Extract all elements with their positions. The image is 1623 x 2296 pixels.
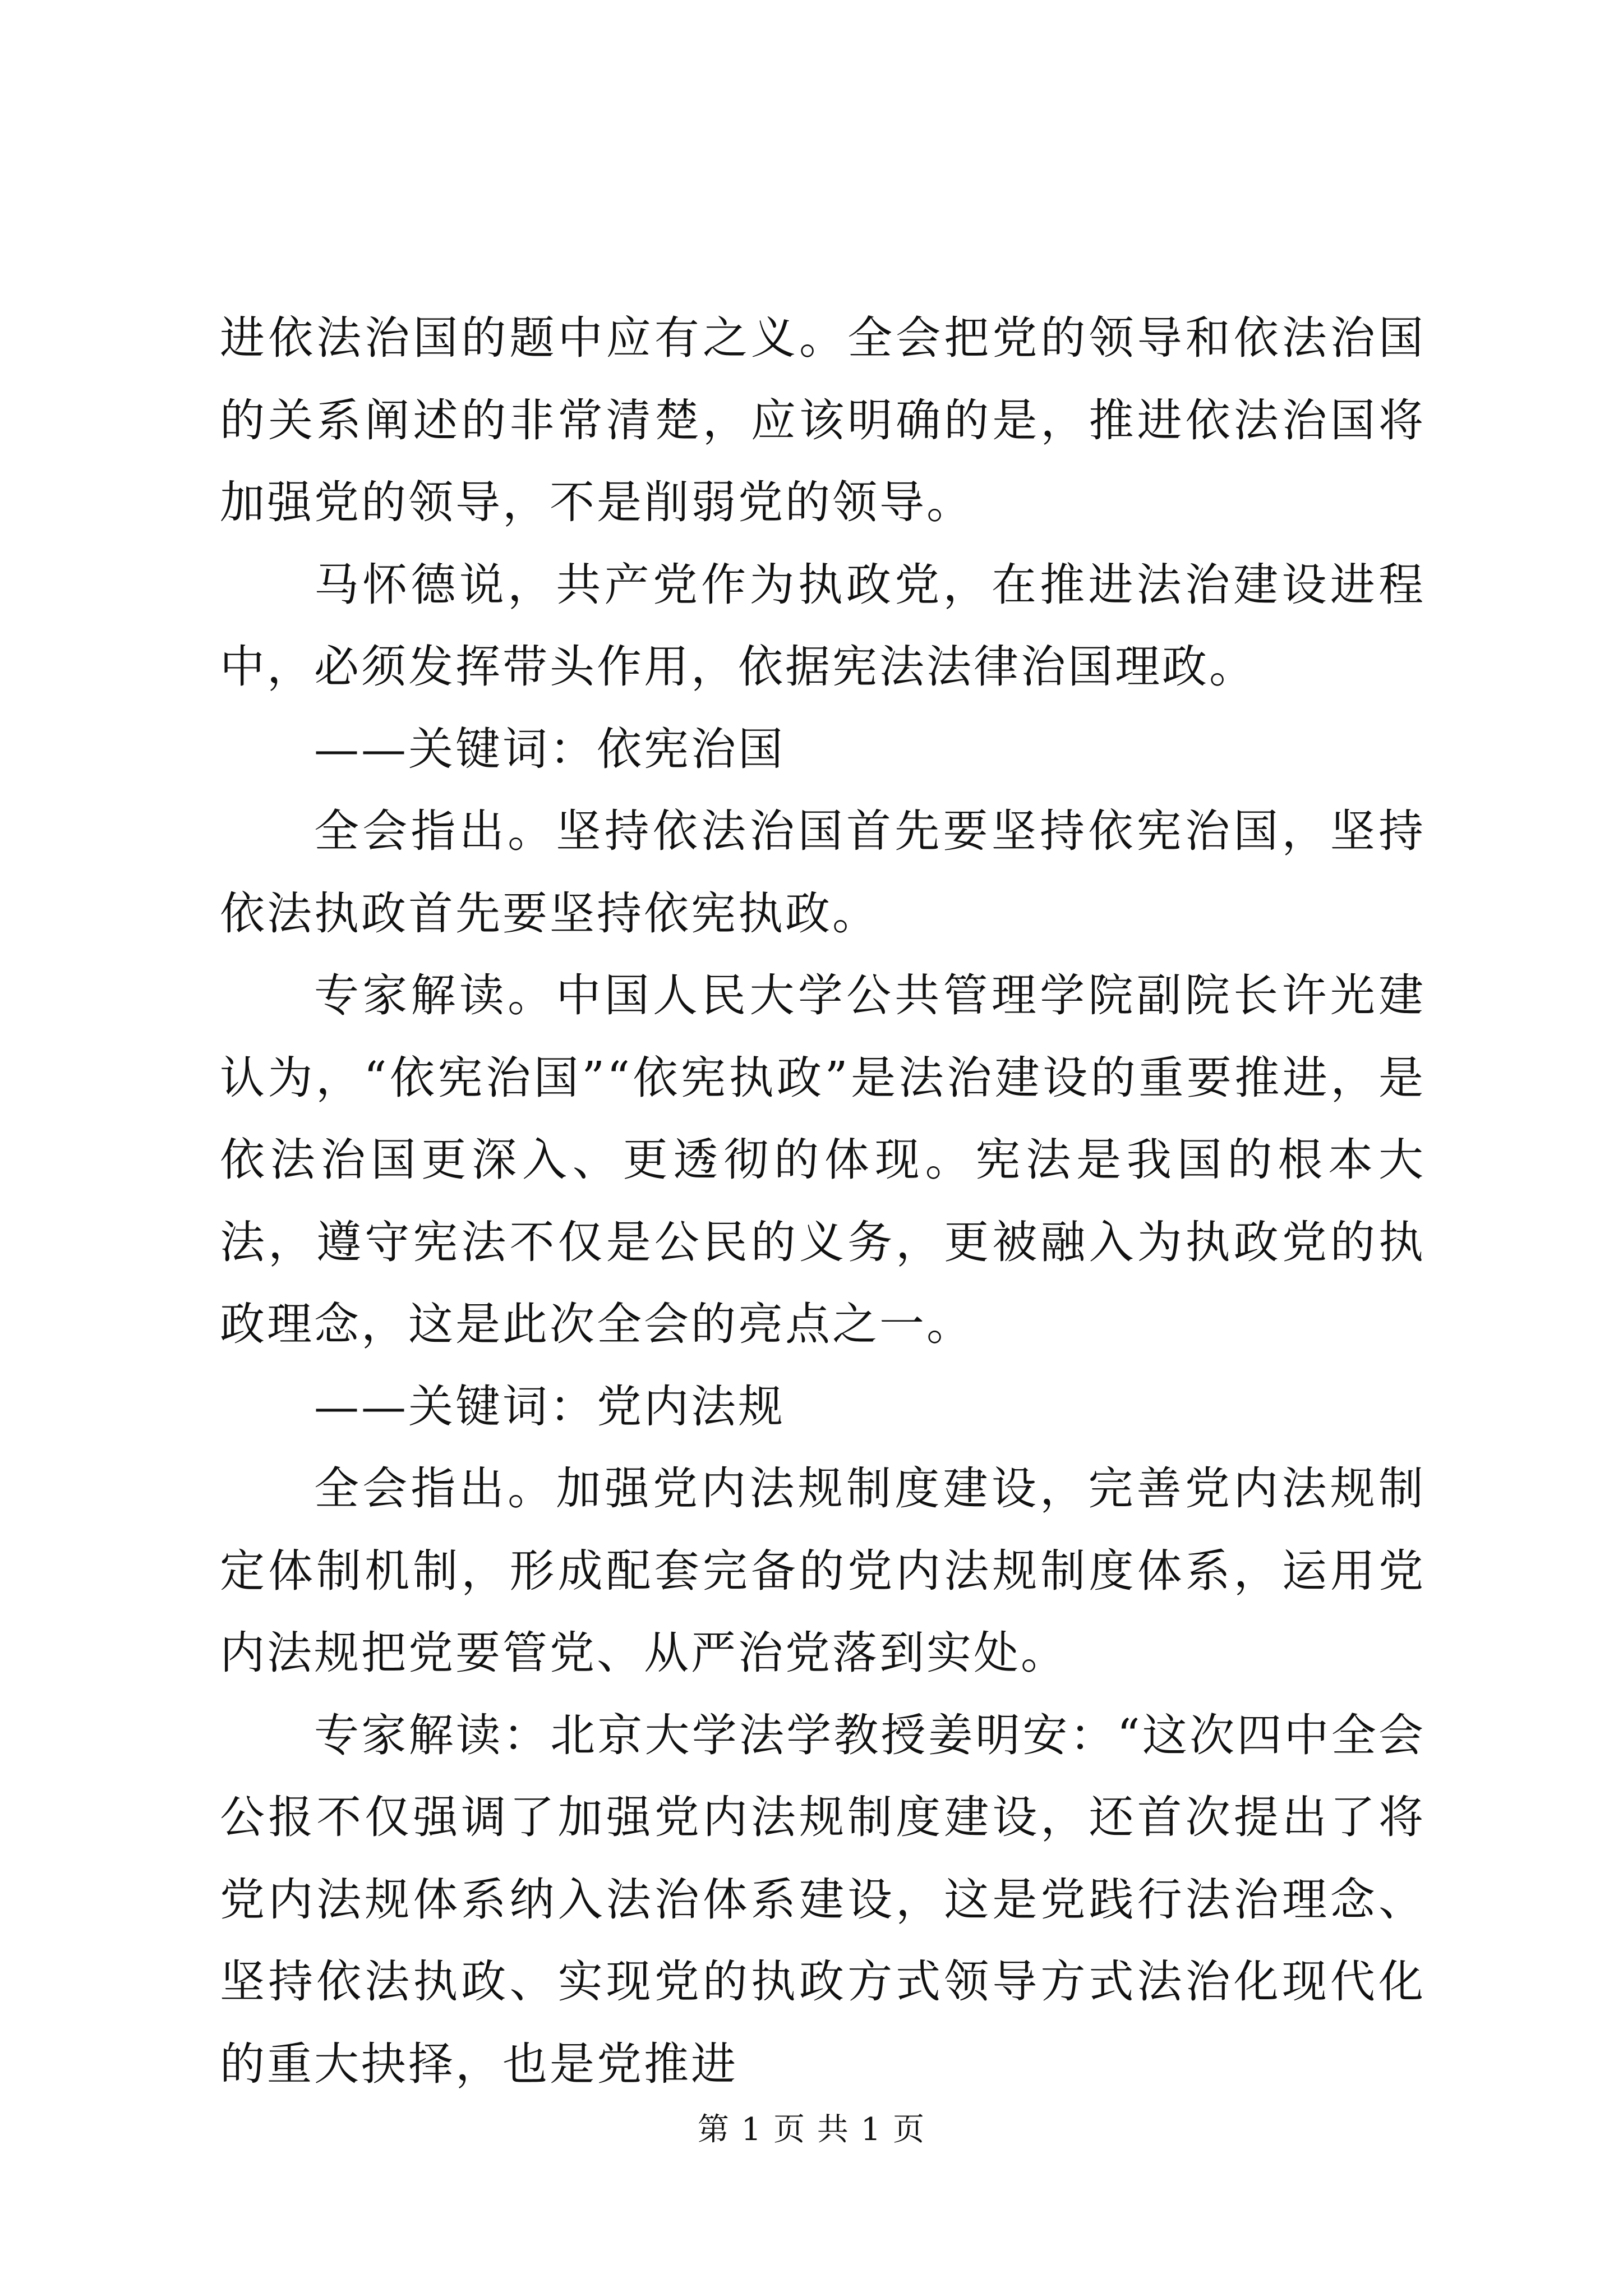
paragraph-ma-huaide: 马怀德说，共产党作为执政党，在推进法治建设进程中，必须发挥带头作用，依据宪法法律治国理政。 bbox=[220, 558, 1426, 693]
paragraph-plenum-constitution: 全会指出。坚持依法治国首先要坚持依宪治国，坚持依法执政首先要坚持依宪执政。 bbox=[220, 805, 1426, 940]
paragraph-expert-xu-guangjian: 专家解读。中国人民大学公共管理学院副院长许光建认为，“依宪治国”“依宪执政”是法治建设的重要推进，是依法治国更深入、更透彻的体现。宪法是我国的根本大法，遵守宪法不仅是公民的义务，更被融入为执政党的执政理念，这是此次全会的亮点之一。 bbox=[220, 969, 1426, 1350]
paragraph-expert-jiang-mingan: 专家解读：北京大学法学教授姜明安：“这次四中全会公报不仅强调了加强党内法规制度建设，还首次提出了将党内法规体系纳入法治体系建设，这是党践行法治理念、坚持依法执政、实现党的执政方式领导方式法治化现代化的重大抉择，也是党推进 bbox=[220, 1709, 1426, 2090]
keyword-heading-constitution: ——关键词：依宪治国 bbox=[314, 723, 785, 775]
paragraph-continuation: 进依法治国的题中应有之义。全会把党的领导和依法治国的关系阐述的非常清楚，应该明确的是，推进依法治国将加强党的领导，不是削弱党的领导。 bbox=[220, 312, 1426, 528]
document-body bbox=[220, 297, 1426, 2105]
page-footer: 第 1 页 共 1 页 bbox=[697, 2111, 926, 2148]
paragraph-plenum-party-regulations: 全会指出。加强党内法规制度建设，完善党内法规制定体制机制，形成配套完备的党内法规制度体系，运用党内法规把党要管党、从严治党落到实处。 bbox=[220, 1462, 1426, 1679]
keyword-heading-party-regulations: ——关键词：党内法规 bbox=[314, 1380, 785, 1433]
